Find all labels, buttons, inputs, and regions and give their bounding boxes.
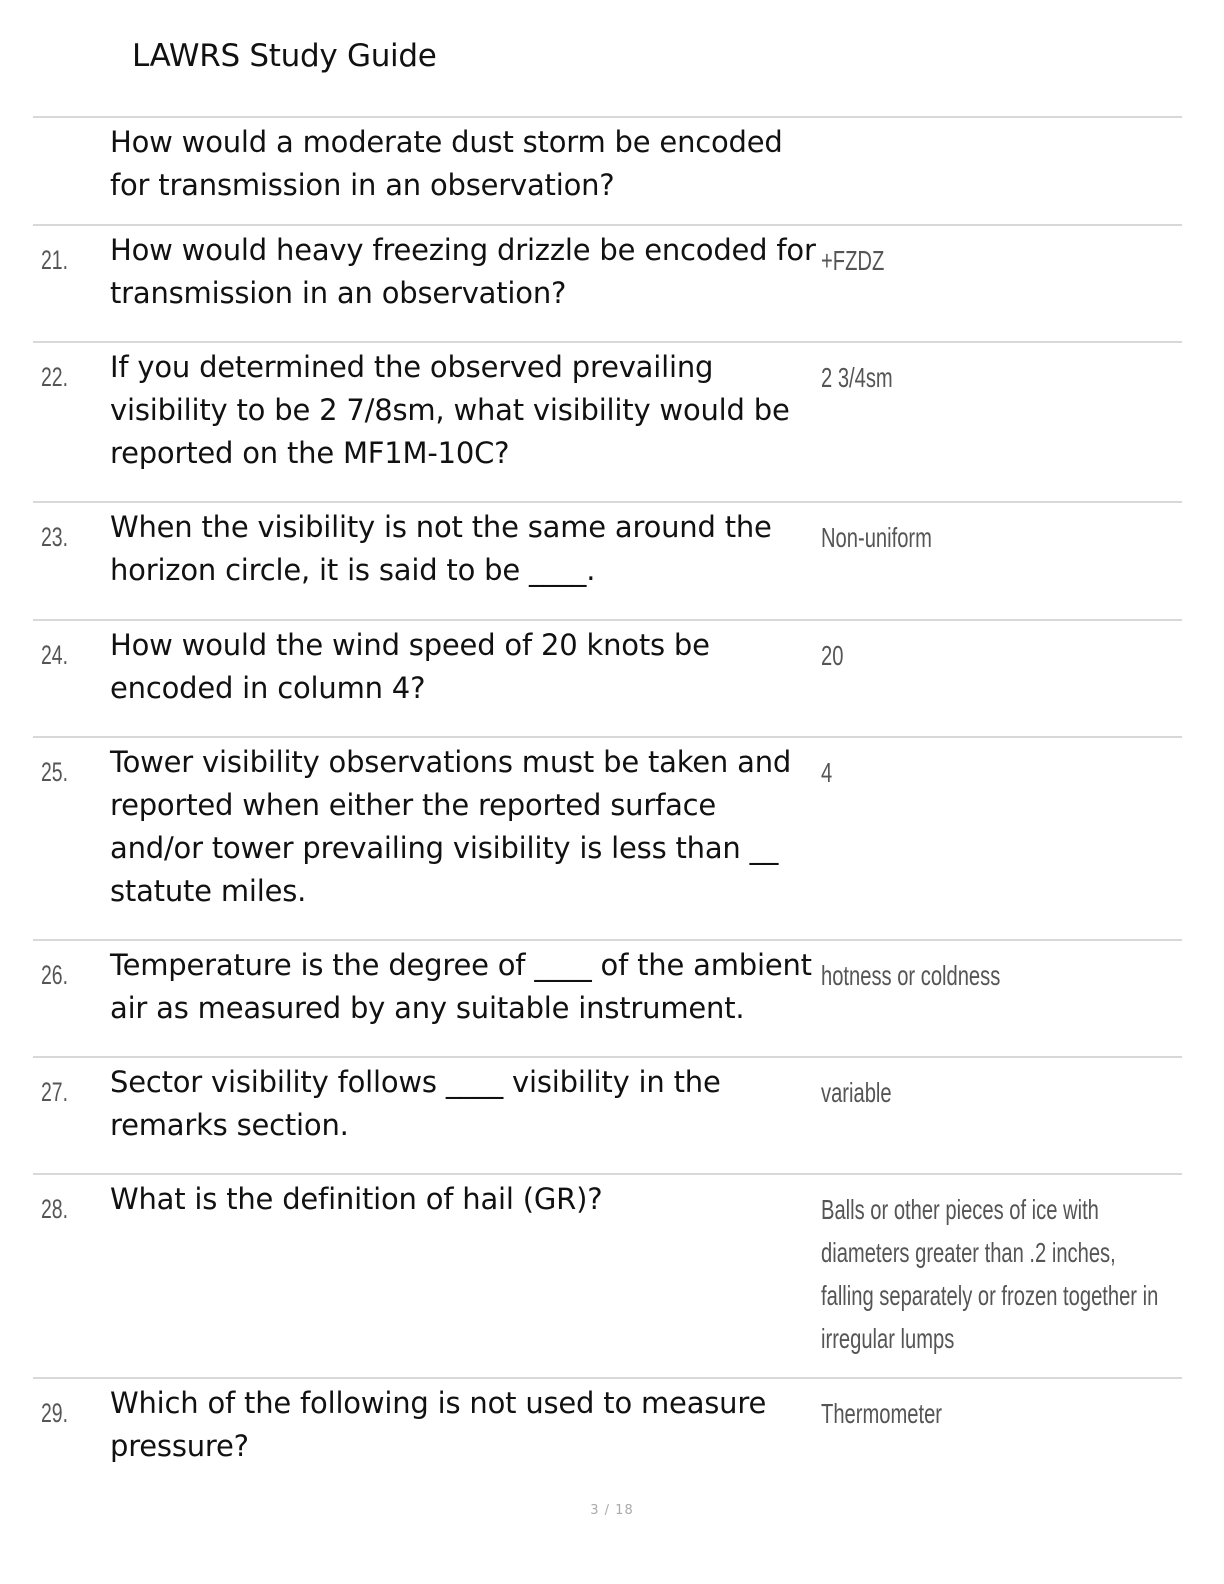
answer-text: +FZDZ: [821, 245, 885, 276]
question-row: [33, 341, 1182, 501]
answer-text: Balls or other pieces of ice with diameters greater than .2 inches, falling separately or frozen together in irregular lumps: [821, 1194, 1159, 1354]
question-number: 28.: [41, 1194, 69, 1224]
question-number: 26.: [41, 960, 69, 990]
question-row: [33, 1056, 1182, 1173]
question-text: If you determined the observed prevailing visibility to be 2 7/8sm, what visibility would be reported on the MF1M-10C?: [110, 350, 790, 470]
answer-text: Non-uniform: [821, 522, 932, 553]
answer-text: hotness or coldness: [821, 960, 1001, 991]
answer-text: 2 3/4sm: [821, 362, 893, 393]
question-number: 25.: [41, 757, 69, 787]
question-row: [33, 1173, 1182, 1377]
question-row: [33, 619, 1182, 736]
answer-text: 4: [821, 757, 833, 788]
question-number: 22.: [41, 362, 69, 392]
page-title: LAWRS Study Guide: [132, 38, 437, 74]
question-row: [33, 1377, 1182, 1487]
answer-text: variable: [821, 1077, 892, 1108]
question-text: How would a moderate dust storm be encoded for transmission in an observation?: [110, 125, 783, 202]
question-text: Which of the following is not used to measure pressure?: [110, 1386, 767, 1463]
question-text: What is the definition of hail (GR)?: [110, 1182, 603, 1216]
question-number: 24.: [41, 640, 69, 670]
question-row: [33, 224, 1182, 341]
question-text: Sector visibility follows ____ visibility in the remarks section.: [110, 1065, 721, 1142]
question-number: 23.: [41, 522, 69, 552]
question-number: 27.: [41, 1077, 69, 1107]
answer-text: 20: [821, 640, 844, 671]
question-text: Temperature is the degree of ____ of the ambient air as measured by any suitable instrument.: [110, 948, 812, 1025]
question-number: 29.: [41, 1398, 69, 1428]
question-number: 21.: [41, 245, 69, 275]
page-number: 3 / 18: [590, 1503, 634, 1518]
question-row: [33, 939, 1182, 1056]
question-list: [33, 116, 1182, 1487]
question-text: How would heavy freezing drizzle be encoded for transmission in an observation?: [110, 233, 816, 310]
question-row: [33, 501, 1182, 619]
question-text: How would the wind speed of 20 knots be encoded in column 4?: [110, 628, 710, 705]
question-text: When the visibility is not the same around the horizon circle, it is said to be ____.: [110, 510, 772, 587]
answer-text: Thermometer: [821, 1398, 942, 1429]
question-text: Tower visibility observations must be taken and reported when either the reported surface and/or tower prevailing visibility is less than __ statute miles.: [110, 745, 792, 908]
question-row: [33, 736, 1182, 939]
question-row: [33, 116, 1182, 224]
